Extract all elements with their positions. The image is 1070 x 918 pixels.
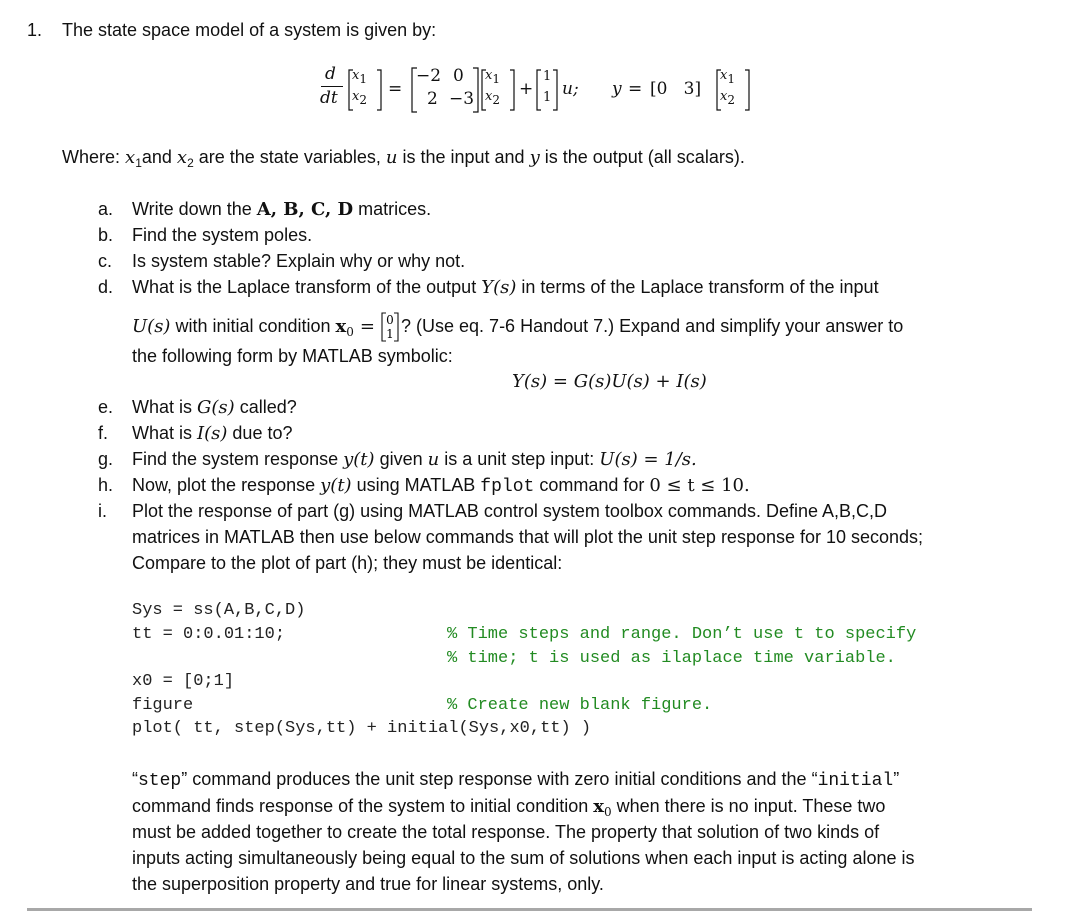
part-d-v1: 0 xyxy=(386,313,394,327)
code-line-5: figure xyxy=(132,696,194,715)
eq-a11: −2 xyxy=(416,66,442,86)
part-d-v2: 1 xyxy=(386,327,394,341)
part-g: Find the system response y(t) given u is a unit step input: U(s) = 1/s. xyxy=(132,449,697,470)
closing-line-3: must be added together to create the total response. The property that solution of two kinds of xyxy=(132,822,880,842)
part-c: Is system stable? Explain why or why not. xyxy=(132,251,466,271)
code-line-2: tt = 0:0.01:10; xyxy=(132,625,286,644)
part-e: What is G(s) called? xyxy=(132,397,297,418)
closing-line-4: inputs acting simultaneously being equal to the sum of solutions when each input is acting alone is xyxy=(132,848,915,868)
part-d-letter: d. xyxy=(98,277,114,297)
part-d-line2: U(s) with initial condition $x_0$ = 0 1 ? (Use eq. 7-6 Handout 7.) Expand and simplify your answer to xyxy=(132,313,904,341)
question-number: 1. xyxy=(27,20,43,40)
part-a-letter: a. xyxy=(98,199,114,219)
eq-x1-b: $x_1$ xyxy=(485,68,500,86)
closing-line-5: the superposition property and true for linear systems, only. xyxy=(132,874,604,894)
eq-d: d xyxy=(325,64,336,84)
code-line-1: Sys = ss(A,B,C,D) xyxy=(132,601,306,620)
part-i-line1: Plot the response of part (g) using MATLAB control system toolbox commands. Define A,B,C,D xyxy=(132,501,887,521)
part-c-letter: c. xyxy=(98,251,113,271)
closing-line-1: “step” command produces the unit step response with zero initial conditions and the “initial” xyxy=(132,769,900,791)
part-d-x0-vector xyxy=(381,312,399,342)
part-f: What is I(s) due to? xyxy=(132,423,293,444)
eq-a22: −3 xyxy=(449,89,475,109)
eq-x2-c: $x_2$ xyxy=(720,89,735,107)
eq-u: u; xyxy=(562,79,579,99)
code-comment-1: % Time steps and range. Don’t use t to specify xyxy=(447,625,917,644)
part-d-line3: the following form by MATLAB symbolic: xyxy=(132,346,453,366)
part-h: Now, plot the response y(t) using MATLAB fplot command for 0 ≤ t ≤ 10. xyxy=(132,475,750,497)
part-d-formula: Y(s) = G(s)U(s) + I(s) xyxy=(512,371,707,392)
part-i-letter: i. xyxy=(98,501,107,521)
part-b: Find the system poles. xyxy=(132,225,313,245)
part-e-letter: e. xyxy=(98,397,114,417)
eq-a12: 0 xyxy=(453,66,464,86)
where-line: Where: $x_1and$ $x_2$ are the state variables, u is the input and y is the output (all scalars). xyxy=(62,147,745,170)
eq-a21: 2 xyxy=(427,89,438,109)
eq-b2: 1 xyxy=(543,90,552,105)
closing-line-2: command finds response of the system to initial condition $x_0$ when there is no input. These two xyxy=(132,796,886,819)
eq-c-row: [0 3] xyxy=(650,79,702,99)
part-d-line1: What is the Laplace transform of the output Y(s) in terms of the Laplace transform of the input xyxy=(132,277,879,298)
code-comment-3: % Create new blank figure. xyxy=(447,696,713,715)
part-f-letter: f. xyxy=(98,423,109,443)
code-line-6: plot( tt, step(Sys,tt) + initial(Sys,x0,tt) ) xyxy=(132,719,592,738)
bottom-divider xyxy=(27,908,1032,911)
eq-equals: = xyxy=(388,79,403,99)
eq-dt: dt xyxy=(320,88,338,108)
part-b-letter: b. xyxy=(98,225,114,245)
part-g-letter: g. xyxy=(98,449,114,469)
eq-x1-c: $x_1$ xyxy=(720,68,735,86)
eq-frac-bar xyxy=(321,86,343,87)
question-intro: The state space model of a system is given by: xyxy=(62,20,437,40)
part-i-line2: matrices in MATLAB then use below commands that will plot the unit step response for 10 seconds; xyxy=(132,527,924,547)
part-i-line3: Compare to the plot of part (h); they must be identical: xyxy=(132,553,563,573)
eq-x2: $x_2$ xyxy=(352,89,367,107)
eq-equals-2: = xyxy=(628,79,643,99)
code-line-4: x0 = [0;1] xyxy=(132,672,235,691)
eq-x1: $x_1$ xyxy=(352,68,367,86)
code-comment-2: % time; t is used as ilaplace time variable. xyxy=(447,649,896,668)
part-a: Write down the A, B, C, D matrices. xyxy=(132,199,432,220)
eq-y: y xyxy=(612,79,622,99)
part-h-letter: h. xyxy=(98,475,114,495)
eq-b1: 1 xyxy=(543,69,552,84)
eq-plus: + xyxy=(519,79,534,99)
eq-x2-b: $x_2$ xyxy=(485,89,500,107)
